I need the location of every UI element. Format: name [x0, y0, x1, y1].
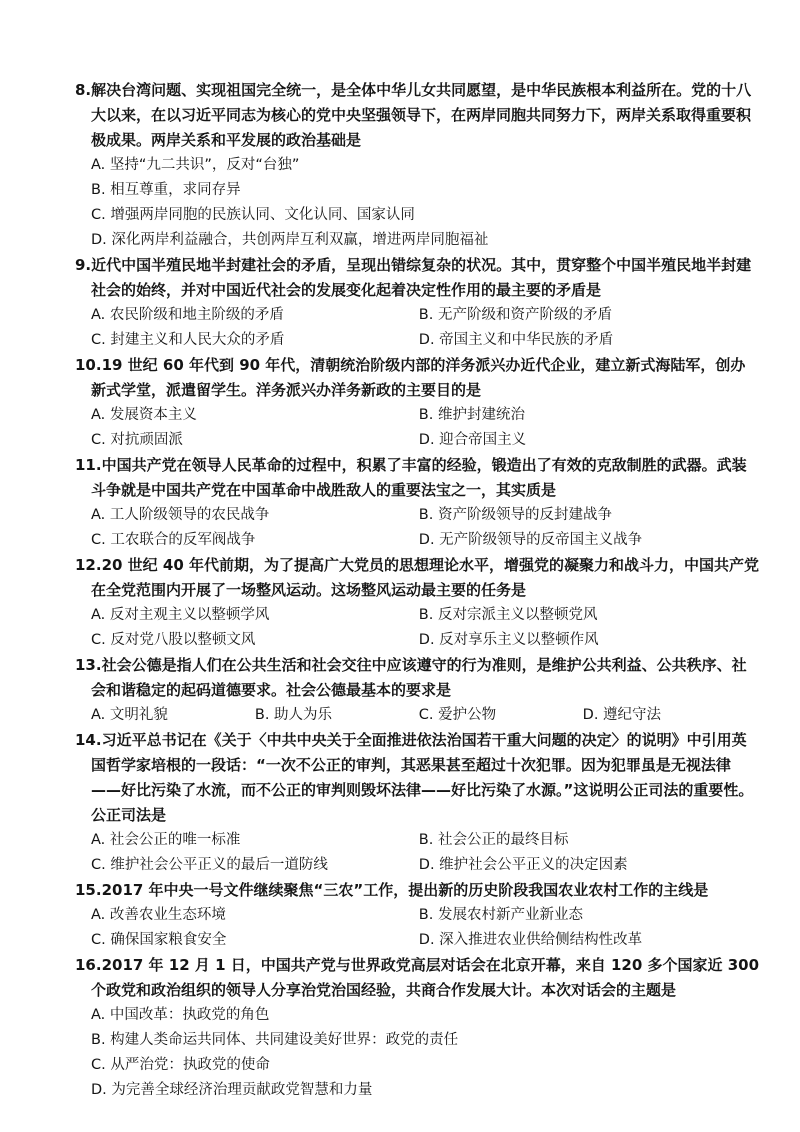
question-number: 9.: [75, 256, 92, 274]
question-stem: [75, 953, 760, 1003]
question-number: 14.: [75, 731, 102, 749]
option-a: A. 中国改革：执政党的角色: [91, 1007, 270, 1023]
question-14: [75, 728, 760, 878]
option-b: B. 无产阶级和资产阶级的矛盾: [418, 307, 612, 323]
option-d: D. 帝国主义和中华民族的矛盾: [418, 332, 614, 348]
option-b: B. 社会公正的最终目标: [418, 832, 569, 848]
option-d: D. 迎合帝国主义: [418, 432, 527, 448]
option-a: A. 发展资本主义: [91, 407, 197, 423]
question-stem: [75, 653, 760, 703]
option-b: B. 相互尊重，求同存异: [91, 182, 241, 198]
option-a: A. 社会公正的唯一标准: [91, 832, 241, 848]
option-d: D. 无产阶级领导的反帝国主义战争: [418, 532, 643, 548]
option-c: C. 反对党八股以整顿文风: [91, 632, 256, 648]
option-list: [75, 403, 760, 453]
option-c: C. 从严治党：执政党的使命: [91, 1057, 270, 1073]
option-b: B. 构建人类命运共同体、共同建设美好世界：政党的责任: [91, 1032, 459, 1048]
question-12: [75, 553, 760, 653]
option-a: A. 坚持“九二共识”，反对“台独”: [91, 157, 300, 173]
question-text: 2017 年 12 月 1 日，中国共产党与世界政党高层对话会在北京开幕，来自 120 多个国家近 300 个政党和政治组织的领导人分享治党治国经验，共商合作发展大计。本次对话会的主题是: [91, 956, 760, 999]
question-11: [75, 453, 760, 553]
option-a: A. 改善农业生态环境: [91, 907, 226, 923]
option-d: D. 反对享乐主义以整顿作风: [418, 632, 599, 648]
question-text: 2017 年中央一号文件继续聚焦“三农”工作，提出新的历史阶段我国农业农村工作的主线是: [101, 881, 709, 899]
option-d: D. 为完善全球经济治理贡献政党智慧和力量: [91, 1082, 373, 1098]
option-c: C. 确保国家粮食安全: [91, 932, 227, 948]
option-c: C. 增强两岸同胞的民族认同、文化认同、国家认同: [91, 207, 415, 223]
question-15: [75, 878, 760, 953]
option-list: [75, 828, 760, 878]
option-c: C. 爱护公物: [418, 707, 497, 723]
option-c: C. 封建主义和人民大众的矛盾: [91, 332, 285, 348]
option-b: B. 资产阶级领导的反封建战争: [418, 507, 612, 523]
question-stem: [75, 553, 760, 603]
question-16: [75, 953, 760, 1103]
option-list: [75, 703, 760, 728]
question-text: 解决台湾问题、实现祖国完全统一，是全体中华儿女共同愿望，是中华民族根本利益所在。党的十八大以来，在以习近平同志为核心的党中央坚强领导下，在两岸同胞共同努力下，两岸关系取得重要积极成果。两岸关系和平发展的政治基础是: [91, 81, 752, 149]
option-d: D. 深入推进农业供给侧结构性改革: [418, 932, 643, 948]
question-text: 20 世纪 40 年代前期，为了提高广大党员的思想理论水平，增强党的凝聚力和战斗力，中国共产党在全党范围内开展了一场整风运动。这场整风运动最主要的任务是: [91, 556, 759, 599]
option-c: C. 维护社会公平正义的最后一道防线: [91, 857, 328, 873]
question-number: 11.: [75, 456, 102, 474]
question-13: [75, 653, 760, 728]
option-list: [75, 303, 760, 353]
question-text: 近代中国半殖民地半封建社会的矛盾，呈现出错综复杂的状况。其中，贯穿整个中国半殖民地半封建社会的始终，并对中国近代社会的发展变化起着决定性作用的最主要的矛盾是: [91, 256, 752, 299]
option-b: B. 反对宗派主义以整顿党风: [418, 607, 598, 623]
question-text: 社会公德是指人们在公共生活和社会交往中应该遵守的行为准则，是维护公共利益、公共秩序、社会和谐稳定的起码道德要求。社会公德最基本的要求是: [91, 656, 747, 699]
option-a: A. 文明礼貌: [91, 707, 168, 723]
question-text: 19 世纪 60 年代到 90 年代，清朝统治阶级内部的洋务派兴办近代企业，建立新式海陆军，创办新式学堂，派遣留学生。洋务派兴办洋务新政的主要目的是: [91, 356, 746, 399]
option-list: [75, 153, 760, 253]
question-8: [75, 78, 760, 253]
question-number: 16.: [75, 956, 102, 974]
option-list: [75, 903, 760, 953]
question-stem: [75, 878, 760, 903]
question-number: 12.: [75, 556, 102, 574]
question-stem: [75, 453, 760, 503]
question-stem: [75, 353, 760, 403]
question-9: [75, 253, 760, 353]
question-stem: [75, 728, 760, 828]
question-10: [75, 353, 760, 453]
option-a: A. 农民阶级和地主阶级的矛盾: [91, 307, 284, 323]
question-number: 10.: [75, 356, 102, 374]
option-d: D. 遵纪守法: [582, 707, 662, 723]
option-d: D. 维护社会公平正义的决定因素: [418, 857, 628, 873]
option-c: C. 工农联合的反军阀战争: [91, 532, 256, 548]
question-stem: [75, 253, 760, 303]
question-text: 习近平总书记在《关于〈中共中央关于全面推进依法治国若干重大问题的决定〉的说明》中引用英国哲学家培根的一段话：“一次不公正的审判，其恶果甚至超过十次犯罪。因为犯罪虽是无视法律——好比污染了水流，而不公正的审判则毁坏法律——好比污染了水源。”这说明公正司法的重要性。公正司法是: [91, 731, 754, 824]
option-list: [75, 503, 760, 553]
option-a: A. 工人阶级领导的农民战争: [91, 507, 270, 523]
question-number: 13.: [75, 656, 102, 674]
option-c: C. 对抗顽固派: [91, 432, 183, 448]
question-stem: [75, 78, 760, 153]
option-b: B. 发展农村新产业新业态: [418, 907, 583, 923]
question-number: 15.: [75, 881, 102, 899]
option-list: [75, 1003, 760, 1103]
option-b: B. 维护封建统治: [418, 407, 525, 423]
question-text: 中国共产党在领导人民革命的过程中，积累了丰富的经验，锻造出了有效的克敌制胜的武器。武装斗争就是中国共产党在中国革命中战胜敌人的重要法宝之一，其实质是: [91, 456, 747, 499]
option-a: A. 反对主观主义以整顿学风: [91, 607, 270, 623]
question-number: 8.: [75, 81, 92, 99]
option-list: [75, 603, 760, 653]
option-b: B. 助人为乐: [254, 707, 333, 723]
option-d: D. 深化两岸利益融合，共创两岸互利双赢，增进两岸同胞福祉: [91, 232, 489, 248]
